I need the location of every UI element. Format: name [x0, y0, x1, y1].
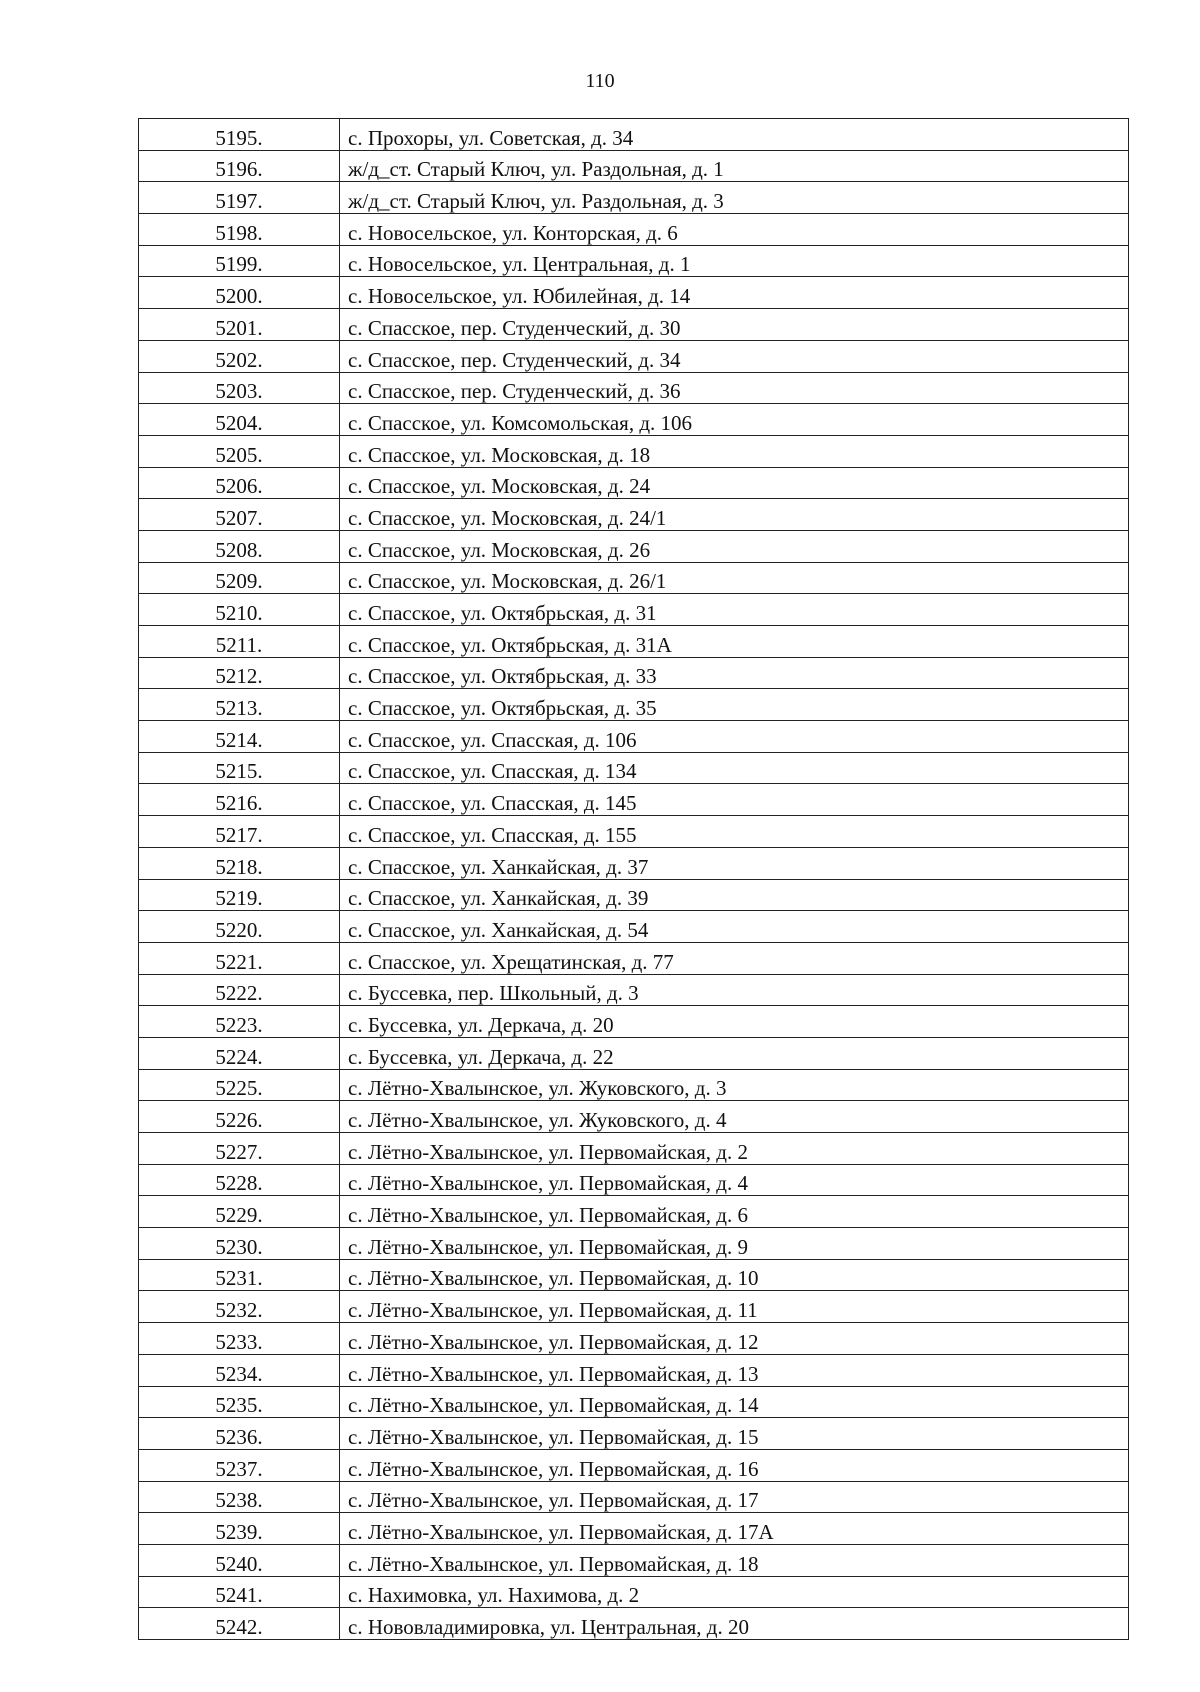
- row-address: с. Нахимовка, ул. Нахимова, д. 2: [340, 1576, 1129, 1608]
- row-address: с. Новосельское, ул. Конторская, д. 6: [340, 214, 1129, 246]
- table-row: [139, 245, 1129, 277]
- row-address: с. Лётно-Хвалынское, ул. Первомайская, д. 10: [340, 1259, 1129, 1291]
- table-row: [139, 1196, 1129, 1228]
- row-address: с. Лётно-Хвалынское, ул. Первомайская, д. 16: [340, 1449, 1129, 1481]
- row-number: 5216.: [139, 784, 340, 816]
- table-row: [139, 1576, 1129, 1608]
- row-number: 5209.: [139, 562, 340, 594]
- row-number: 5218.: [139, 847, 340, 879]
- address-table-body: [139, 119, 1129, 1640]
- table-row: [139, 752, 1129, 784]
- row-address: с. Спасское, ул. Октябрьская, д. 35: [340, 689, 1129, 721]
- row-address: с. Спасское, ул. Ханкайская, д. 54: [340, 911, 1129, 943]
- row-address: с. Лётно-Хвалынское, ул. Первомайская, д. 18: [340, 1544, 1129, 1576]
- row-address: с. Спасское, пер. Студенческий, д. 34: [340, 340, 1129, 372]
- table-row: [139, 150, 1129, 182]
- table-row: [139, 1259, 1129, 1291]
- table-row: [139, 1228, 1129, 1260]
- table-row: [139, 1291, 1129, 1323]
- row-number: 5234.: [139, 1354, 340, 1386]
- table-row: [139, 689, 1129, 721]
- row-address: с. Лётно-Хвалынское, ул. Первомайская, д. 17: [340, 1481, 1129, 1513]
- table-row: [139, 499, 1129, 531]
- row-address: с. Прохоры, ул. Советская, д. 34: [340, 119, 1129, 151]
- row-address: с. Спасское, пер. Студенческий, д. 30: [340, 309, 1129, 341]
- row-number: 5220.: [139, 911, 340, 943]
- table-row: [139, 372, 1129, 404]
- address-table: [138, 118, 1129, 1640]
- row-number: 5235.: [139, 1386, 340, 1418]
- row-number: 5223.: [139, 1006, 340, 1038]
- row-address: с. Лётно-Хвалынское, ул. Первомайская, д. 14: [340, 1386, 1129, 1418]
- table-row: [139, 1418, 1129, 1450]
- table-row: [139, 657, 1129, 689]
- row-number: 5230.: [139, 1228, 340, 1260]
- table-row: [139, 784, 1129, 816]
- row-number: 5207.: [139, 499, 340, 531]
- row-address: с. Лётно-Хвалынское, ул. Первомайская, д. 4: [340, 1164, 1129, 1196]
- row-number: 5212.: [139, 657, 340, 689]
- row-number: 5221.: [139, 942, 340, 974]
- row-number: 5231.: [139, 1259, 340, 1291]
- table-row: [139, 1069, 1129, 1101]
- table-row: [139, 1133, 1129, 1165]
- table-row: [139, 435, 1129, 467]
- row-address: с. Спасское, ул. Московская, д. 26/1: [340, 562, 1129, 594]
- row-number: 5208.: [139, 530, 340, 562]
- row-number: 5241.: [139, 1576, 340, 1608]
- row-address: с. Спасское, ул. Спасская, д. 134: [340, 752, 1129, 784]
- table-row: [139, 562, 1129, 594]
- table-row: [139, 1481, 1129, 1513]
- row-address: с. Спасское, ул. Спасская, д. 155: [340, 816, 1129, 848]
- table-row: [139, 1449, 1129, 1481]
- row-address: с. Буссевка, пер. Школьный, д. 3: [340, 974, 1129, 1006]
- row-number: 5236.: [139, 1418, 340, 1450]
- row-address: с. Спасское, ул. Московская, д. 18: [340, 435, 1129, 467]
- row-address: с. Спасское, ул. Ханкайская, д. 37: [340, 847, 1129, 879]
- table-row: [139, 1037, 1129, 1069]
- table-row: [139, 1544, 1129, 1576]
- row-address: с. Спасское, ул. Спасская, д. 106: [340, 721, 1129, 753]
- row-number: 5211.: [139, 626, 340, 658]
- row-number: 5240.: [139, 1544, 340, 1576]
- row-address: с. Спасское, ул. Московская, д. 24: [340, 467, 1129, 499]
- row-address: с. Спасское, пер. Студенческий, д. 36: [340, 372, 1129, 404]
- table-row: [139, 1513, 1129, 1545]
- table-row: [139, 1006, 1129, 1038]
- row-address: с. Лётно-Хвалынское, ул. Жуковского, д. 3: [340, 1069, 1129, 1101]
- row-number: 5198.: [139, 214, 340, 246]
- table-row: [139, 404, 1129, 436]
- row-number: 5233.: [139, 1323, 340, 1355]
- row-address: с. Спасское, ул. Ханкайская, д. 39: [340, 879, 1129, 911]
- row-address: с. Лётно-Хвалынское, ул. Первомайская, д. 13: [340, 1354, 1129, 1386]
- row-number: 5227.: [139, 1133, 340, 1165]
- row-number: 5206.: [139, 467, 340, 499]
- row-number: 5205.: [139, 435, 340, 467]
- table-row: [139, 721, 1129, 753]
- row-address: с. Буссевка, ул. Деркача, д. 22: [340, 1037, 1129, 1069]
- row-number: 5200.: [139, 277, 340, 309]
- table-row: [139, 626, 1129, 658]
- row-number: 5232.: [139, 1291, 340, 1323]
- table-row: [139, 182, 1129, 214]
- row-address: с. Лётно-Хвалынское, ул. Первомайская, д. 9: [340, 1228, 1129, 1260]
- row-address: с. Спасское, ул. Октябрьская, д. 31: [340, 594, 1129, 626]
- row-address: с. Лётно-Хвалынское, ул. Жуковского, д. 4: [340, 1101, 1129, 1133]
- table-row: [139, 340, 1129, 372]
- table-row: [139, 1608, 1129, 1640]
- table-row: [139, 119, 1129, 151]
- table-row: [139, 911, 1129, 943]
- row-number: 5215.: [139, 752, 340, 784]
- row-number: 5217.: [139, 816, 340, 848]
- row-number: 5224.: [139, 1037, 340, 1069]
- table-row: [139, 594, 1129, 626]
- row-number: 5210.: [139, 594, 340, 626]
- table-row: [139, 1386, 1129, 1418]
- row-number: 5229.: [139, 1196, 340, 1228]
- row-address: с. Спасское, ул. Комсомольская, д. 106: [340, 404, 1129, 436]
- row-number: 5196.: [139, 150, 340, 182]
- row-address: с. Спасское, ул. Октябрьская, д. 31А: [340, 626, 1129, 658]
- row-address: с. Спасское, ул. Московская, д. 24/1: [340, 499, 1129, 531]
- row-number: 5237.: [139, 1449, 340, 1481]
- row-number: 5197.: [139, 182, 340, 214]
- row-number: 5238.: [139, 1481, 340, 1513]
- table-row: [139, 530, 1129, 562]
- row-address: с. Нововладимировка, ул. Центральная, д. 20: [340, 1608, 1129, 1640]
- table-row: [139, 847, 1129, 879]
- table-row: [139, 214, 1129, 246]
- row-address: с. Спасское, ул. Спасская, д. 145: [340, 784, 1129, 816]
- table-row: [139, 1354, 1129, 1386]
- row-number: 5228.: [139, 1164, 340, 1196]
- row-number: 5195.: [139, 119, 340, 151]
- page-number: 110: [585, 70, 615, 92]
- row-address: с. Спасское, ул. Хрещатинская, д. 77: [340, 942, 1129, 974]
- row-address: с. Лётно-Хвалынское, ул. Первомайская, д. 6: [340, 1196, 1129, 1228]
- table-row: [139, 816, 1129, 848]
- row-number: 5199.: [139, 245, 340, 277]
- row-number: 5226.: [139, 1101, 340, 1133]
- table-row: [139, 942, 1129, 974]
- table-row: [139, 277, 1129, 309]
- row-number: 5239.: [139, 1513, 340, 1545]
- table-row: [139, 879, 1129, 911]
- row-number: 5222.: [139, 974, 340, 1006]
- row-address: с. Лётно-Хвалынское, ул. Первомайская, д. 12: [340, 1323, 1129, 1355]
- table-row: [139, 309, 1129, 341]
- row-address: с. Спасское, ул. Московская, д. 26: [340, 530, 1129, 562]
- table-row: [139, 1164, 1129, 1196]
- row-address: ж/д_ст. Старый Ключ, ул. Раздольная, д. 3: [340, 182, 1129, 214]
- row-address: с. Лётно-Хвалынское, ул. Первомайская, д. 11: [340, 1291, 1129, 1323]
- row-address: ж/д_ст. Старый Ключ, ул. Раздольная, д. 1: [340, 150, 1129, 182]
- row-number: 5204.: [139, 404, 340, 436]
- row-number: 5214.: [139, 721, 340, 753]
- row-number: 5225.: [139, 1069, 340, 1101]
- row-number: 5201.: [139, 309, 340, 341]
- row-address: с. Лётно-Хвалынское, ул. Первомайская, д. 2: [340, 1133, 1129, 1165]
- row-number: 5242.: [139, 1608, 340, 1640]
- row-address: с. Лётно-Хвалынское, ул. Первомайская, д. 15: [340, 1418, 1129, 1450]
- row-number: 5213.: [139, 689, 340, 721]
- row-number: 5202.: [139, 340, 340, 372]
- row-address: с. Спасское, ул. Октябрьская, д. 33: [340, 657, 1129, 689]
- table-row: [139, 974, 1129, 1006]
- row-address: с. Буссевка, ул. Деркача, д. 20: [340, 1006, 1129, 1038]
- row-number: 5203.: [139, 372, 340, 404]
- row-address: с. Лётно-Хвалынское, ул. Первомайская, д. 17А: [340, 1513, 1129, 1545]
- row-address: с. Новосельское, ул. Центральная, д. 1: [340, 245, 1129, 277]
- row-address: с. Новосельское, ул. Юбилейная, д. 14: [340, 277, 1129, 309]
- table-row: [139, 467, 1129, 499]
- row-number: 5219.: [139, 879, 340, 911]
- table-row: [139, 1101, 1129, 1133]
- table-row: [139, 1323, 1129, 1355]
